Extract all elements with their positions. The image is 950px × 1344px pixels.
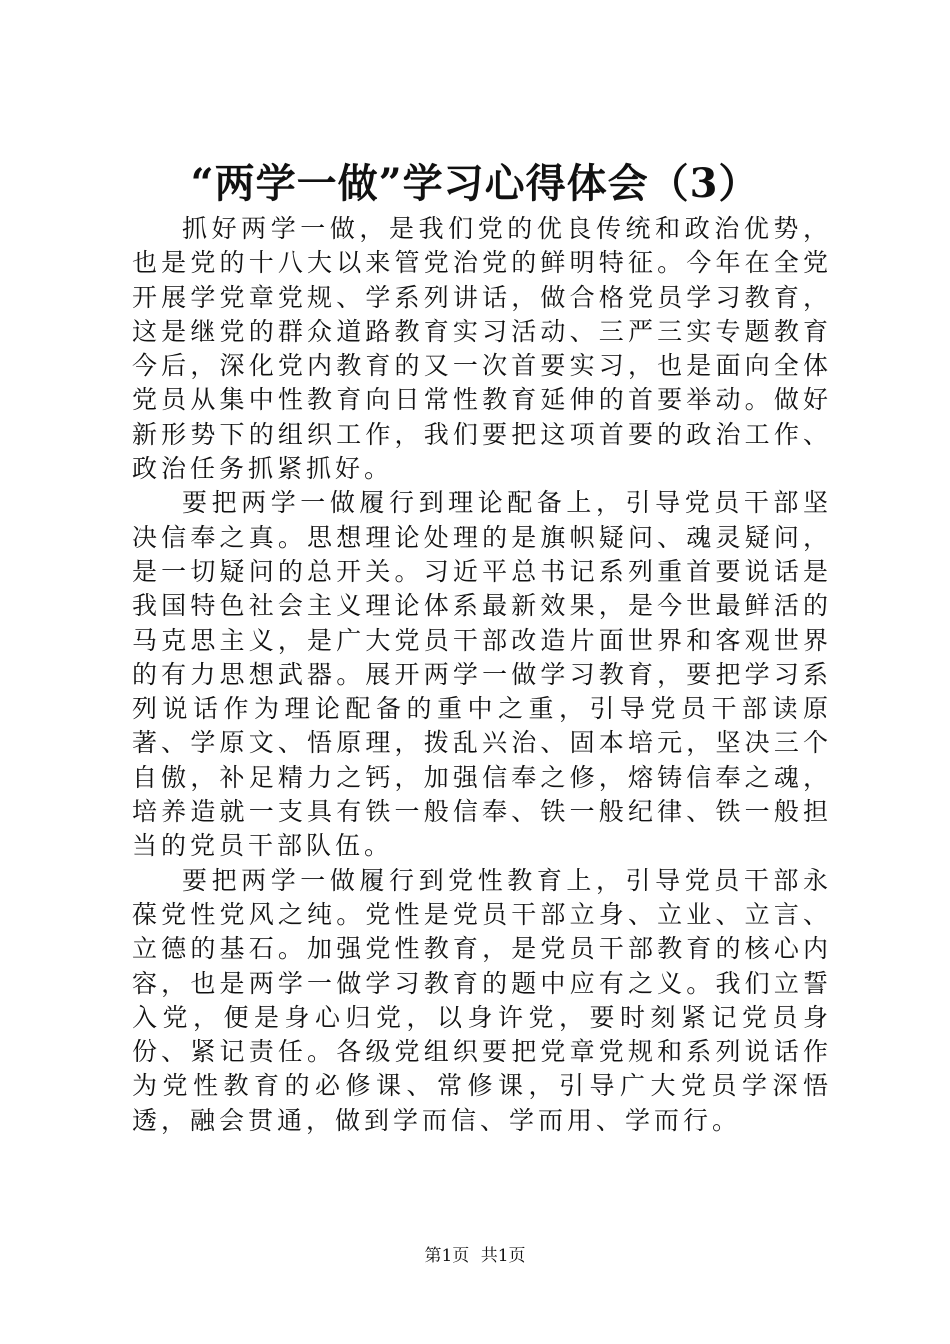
paragraph-1: 抓好两学一做，是我们党的优良传统和政治优势，也是党的十八大以来管党治党的鲜明特征。今年在全党开展学党章党规、学系列讲话，做合格党员学习教育，这是继党的群众道路教育实习活动、三严三实专题教育今后，深化党内教育的又一次首要实习，也是面向全体党员从集中性教育向日常性教育延伸的首要举动。做好新形势下的组织工作，我们要把这项首要的政治工作、政治任务抓紧抓好。	[132, 214, 832, 484]
document-title: “两学一做”学习心得体会（3）	[190, 160, 760, 207]
page-number: 第1页	[424, 1246, 470, 1266]
document-body	[132, 212, 832, 1138]
page-total: 共1页	[480, 1246, 526, 1266]
paragraph-3: 要把两学一做履行到党性教育上，引导党员干部永葆党性党风之纯。党性是党员干部立身、立业、立言、立德的基石。加强党性教育，是党员干部教育的核心内容，也是两学一做学习教育的题中应有之义。我们立誓入党，便是身心归党，以身许党，要时刻紧记党员身份、紧记责任。各级党组织要把党章党规和系列说话作为党性教育的必修课、常修课，引导广大党员学深悟透，融会贯通，做到学而信、学而用、学而行。	[132, 865, 832, 1135]
paragraph-2: 要把两学一做履行到理论配备上，引导党员干部坚决信奉之真。思想理论处理的是旗帜疑问、魂灵疑问，是一切疑问的总开关。习近平总书记系列重首要说话是我国特色社会主义理论体系最新效果，是今世最鲜活的马克思主义，是广大党员干部改造片面世界和客观世界的有力思想武器。展开两学一做学习教育，要把学习系列说话作为理论配备的重中之重，引导党员干部读原著、学原文、悟原理，拨乱兴治、固本培元，坚决三个自傲，补足精力之钙，加强信奉之修，熔铸信奉之魂，培养造就一支具有铁一般信奉、铁一般纪律、铁一般担当的党员干部队伍。	[132, 488, 832, 861]
page-footer	[0, 1245, 950, 1267]
